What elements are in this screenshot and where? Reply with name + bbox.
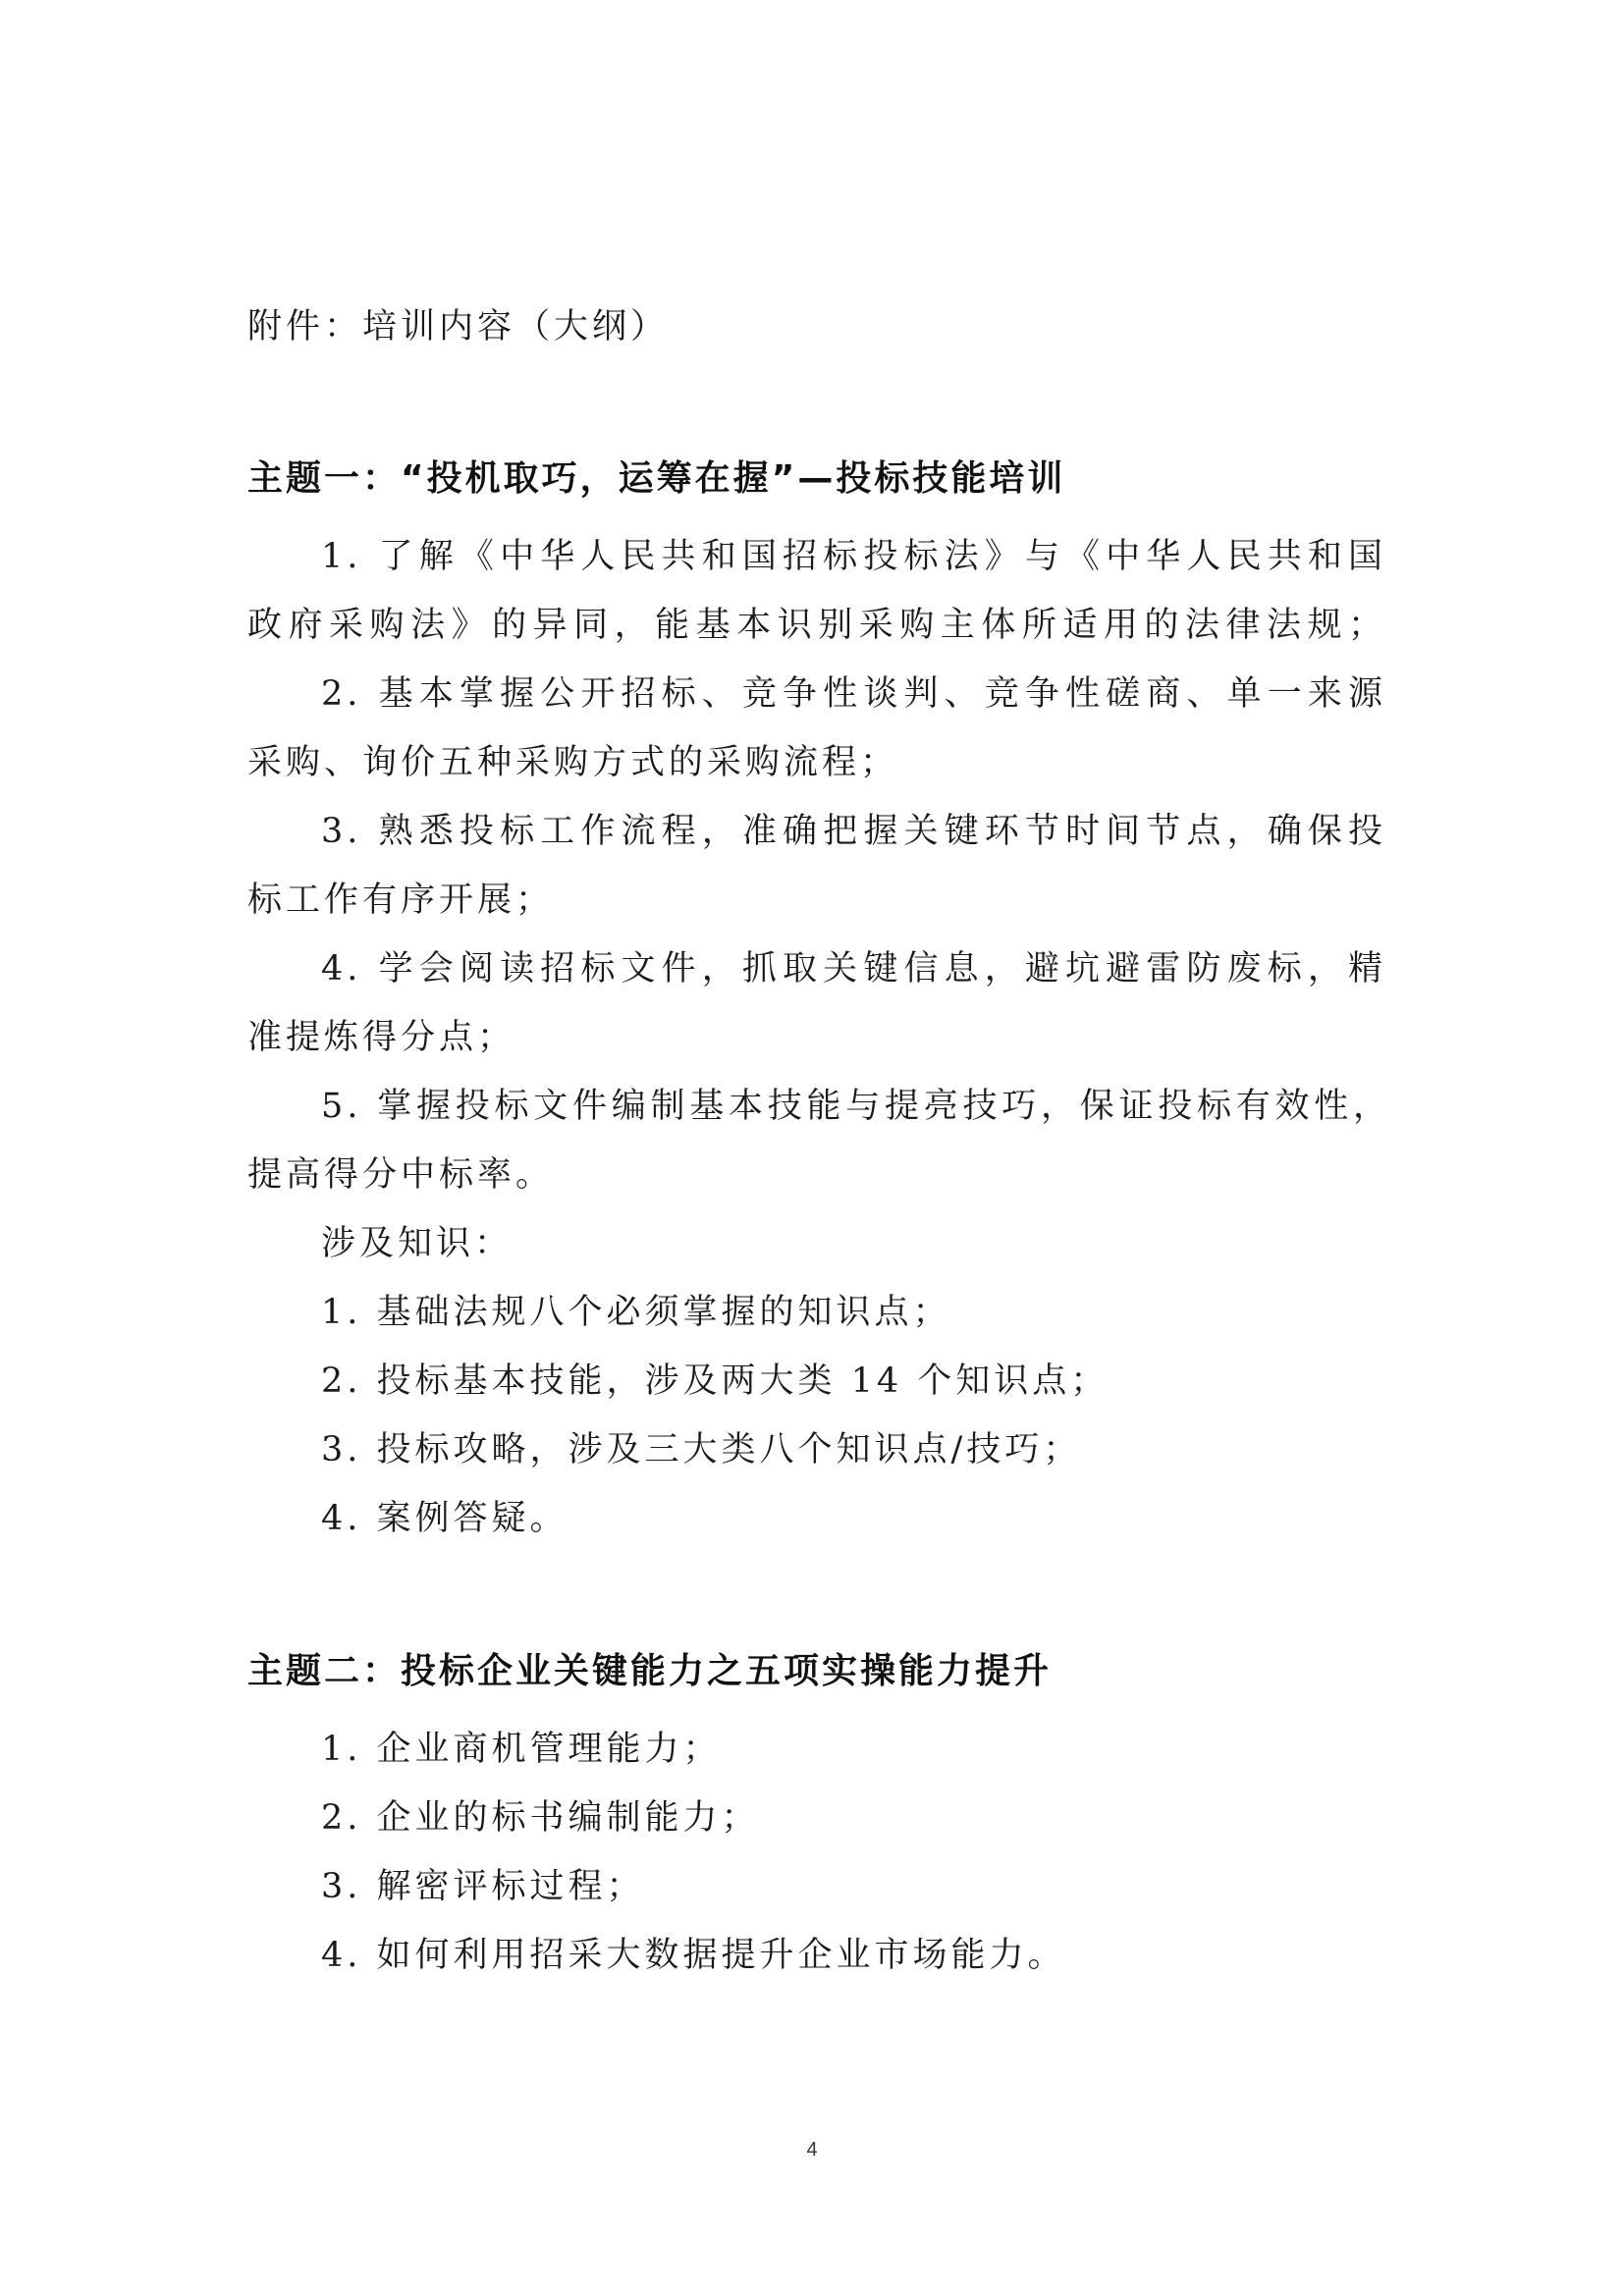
topic1-item-1-line2: 政府采购法》的异同，能基本识别采购主体所适用的法律法规； [247, 606, 1386, 645]
topic2-item-1: 1. 企业商机管理能力； [321, 1730, 722, 1769]
topic1-item-1-line1: 1. 了解《中华人民共和国招标投标法》与《中华人民共和国 [321, 537, 1386, 576]
topic1-heading: 主题一：“投机取巧，运筹在握”—投标技能培训 [247, 458, 1066, 499]
topic1-item-5-line1: 5. 掌握投标文件编制基本技能与提亮技巧，保证投标有效性， [321, 1087, 1391, 1126]
knowledge-item-4: 4. 案例答疑。 [321, 1499, 568, 1538]
knowledge-item-2: 2. 投标基本技能，涉及两大类 14 个知识点； [321, 1362, 1110, 1401]
topic1-item-3-line1: 3. 熟悉投标工作流程，准确把握关键环节时间节点，确保投 [321, 812, 1386, 851]
topic2-item-4: 4. 如何利用招采大数据提升企业市场能力。 [321, 1936, 1066, 1975]
topic1-item-4-line2: 准提炼得分点； [247, 1018, 516, 1057]
topic1-item-3-line2: 标工作有序开展； [247, 881, 555, 920]
topic2-item-3: 3. 解密评标过程； [321, 1867, 645, 1906]
topic1-item-4-line1: 4. 学会阅读招标文件，抓取关键信息，避坑避雷防废标，精 [321, 949, 1386, 988]
knowledge-label: 涉及知识： [321, 1224, 514, 1263]
knowledge-item-1: 1. 基础法规八个必须掌握的知识点； [321, 1293, 951, 1332]
topic1-item-5-line2: 提高得分中标率。 [247, 1155, 555, 1195]
topic1-item-2-line1: 2. 基本掌握公开招标、竞争性谈判、竞争性磋商、单一来源 [321, 674, 1386, 714]
topic1-item-2-line2: 采购、询价五种采购方式的采购流程； [247, 743, 899, 782]
topic2-heading: 主题二：投标企业关键能力之五项实操能力提升 [247, 1651, 1053, 1691]
attachment-title: 附件：培训内容（大纲） [247, 307, 670, 347]
topic2-item-2: 2. 企业的标书编制能力； [321, 1798, 760, 1838]
knowledge-item-3: 3. 投标攻略，涉及三大类八个知识点/技巧； [321, 1430, 1082, 1469]
page-number: 4 [806, 2139, 818, 2161]
